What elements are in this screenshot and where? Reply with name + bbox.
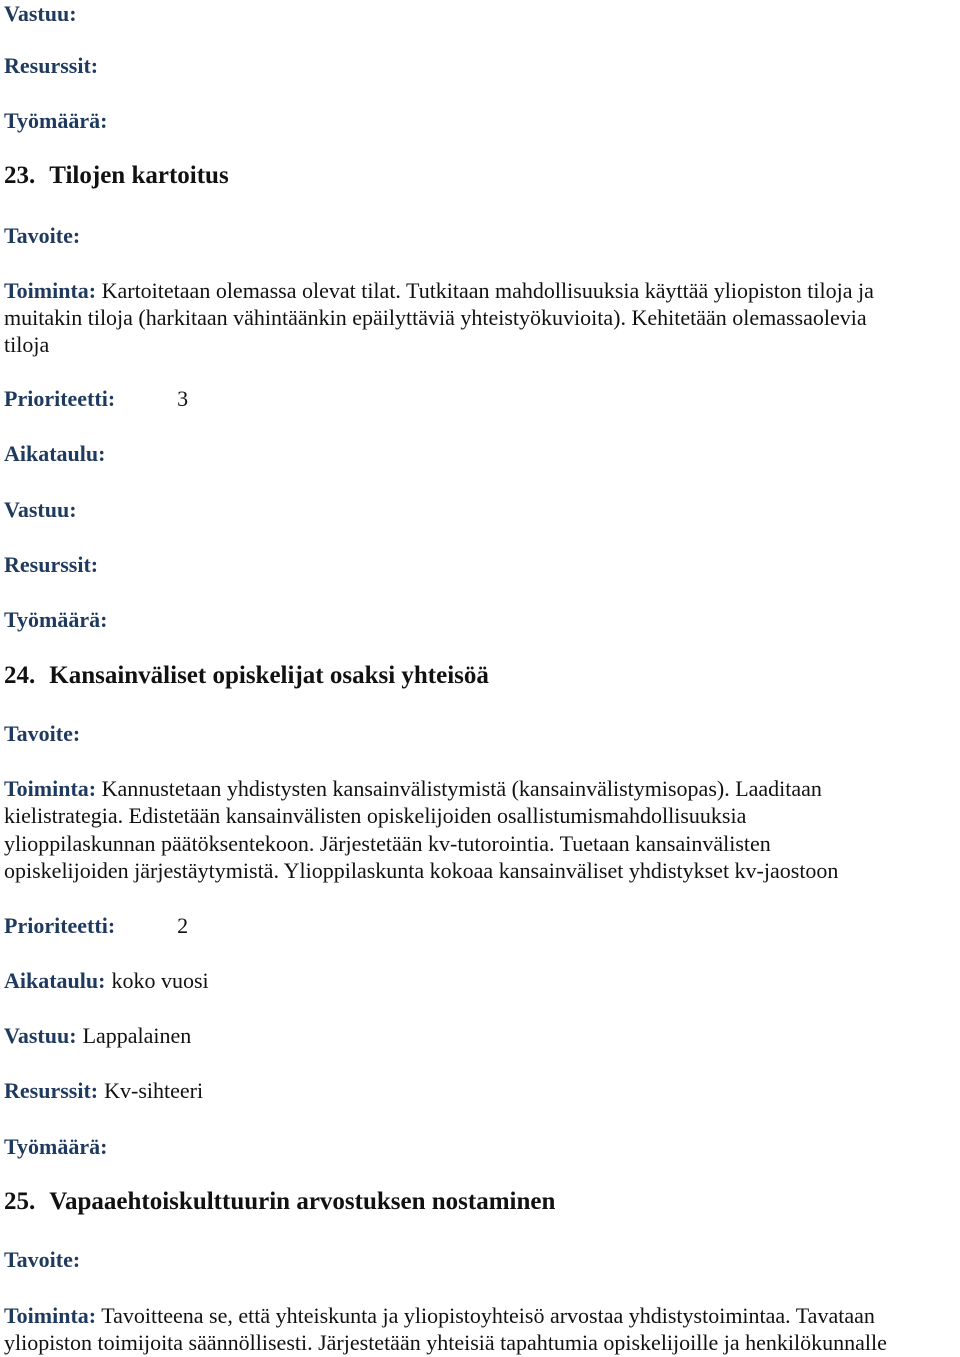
toiminta-text: Kartoitetaan olemassa olevat tilat. Tutkitaan mahdollisuuksia käyttää yliopiston tiloja ja — [101, 278, 874, 303]
vastuu-label: Vastuu: — [4, 497, 77, 522]
tyomaara-row-23 — [4, 606, 107, 634]
tavoite-row-24 — [4, 720, 80, 748]
tavoite-row-23 — [4, 222, 80, 250]
section-number: 24. — [4, 662, 36, 689]
section-title: Tilojen kartoitus — [49, 162, 229, 189]
prioriteetti-value: 3 — [177, 386, 189, 411]
toiminta-line-23-1 — [4, 277, 874, 305]
vastuu-label: Vastuu: — [4, 1, 77, 26]
toiminta-label: Toiminta: — [4, 1303, 97, 1328]
tavoite-label: Tavoite: — [4, 721, 81, 746]
aikataulu-label: Aikataulu: — [4, 968, 106, 993]
toiminta-text: opiskelijoiden järjestäytymistä. Ylioppilaskunta kokoaa kansainväliset yhdistykset kv-jaostoon — [4, 858, 839, 883]
tavoite-label: Tavoite: — [4, 223, 81, 248]
toiminta-label: Toiminta: — [4, 776, 97, 801]
prioriteetti-row-23 — [4, 385, 188, 413]
toiminta-label: Toiminta: — [4, 278, 97, 303]
tyomaara-row-24 — [4, 1133, 107, 1161]
prioriteetti-row-24 — [4, 912, 188, 940]
toiminta-text: yliopiston toimijoita säännöllisesti. Järjestetään yhteisiä tapahtumia opiskelijoille ja henkilökunnalle — [4, 1330, 887, 1355]
toiminta-text: Kannustetaan yhdistysten kansainvälistymistä (kansainvälistymisopas). Laaditaan — [101, 776, 822, 801]
tyomaara-label: Työmäärä: — [4, 108, 108, 133]
toiminta-text: muitakin tiloja (harkitaan vähintäänkin epäilyttäviä yhteistyökuvioita). Kehitetään olemassaolevia — [4, 305, 867, 330]
vastuu-value: Lappalainen — [82, 1023, 192, 1048]
aikataulu-label: Aikataulu: — [4, 441, 106, 466]
toiminta-text: kielistrategia. Edistetään kansainvälisten opiskelijoiden osallistumismahdollisuuksia — [4, 803, 747, 828]
tyomaara-label: Työmäärä: — [4, 607, 108, 632]
toiminta-line-25-2 — [4, 1329, 887, 1357]
resurssit-row-top — [4, 52, 98, 80]
toiminta-text: Tavoitteena se, että yhteiskunta ja yliopistoyhteisö arvostaa yhdistystoimintaa. Tavataan — [101, 1303, 875, 1328]
prioriteetti-label: Prioriteetti: — [4, 913, 116, 938]
resurssit-label: Resurssit: — [4, 53, 99, 78]
toiminta-line-24-2 — [4, 802, 746, 830]
toiminta-line-24-4 — [4, 857, 838, 885]
aikataulu-value: koko vuosi — [111, 968, 209, 993]
resurssit-row-24 — [4, 1077, 203, 1105]
tyomaara-row-top — [4, 107, 107, 135]
aikataulu-row-23 — [4, 440, 105, 468]
section-heading-24 — [4, 662, 489, 690]
resurssit-value: Kv-sihteeri — [104, 1078, 204, 1103]
resurssit-label: Resurssit: — [4, 1078, 99, 1103]
tavoite-row-25 — [4, 1246, 80, 1274]
toiminta-line-23-2 — [4, 304, 867, 332]
section-number: 25. — [4, 1188, 36, 1215]
toiminta-line-25-1 — [4, 1302, 875, 1330]
section-heading-25 — [4, 1188, 555, 1216]
aikataulu-row-24 — [4, 967, 209, 995]
prioriteetti-label: Prioriteetti: — [4, 386, 116, 411]
toiminta-line-24-3 — [4, 830, 771, 858]
section-number: 23. — [4, 162, 36, 189]
toiminta-line-23-3 — [4, 331, 49, 359]
section-heading-23 — [4, 162, 229, 190]
vastuu-label: Vastuu: — [4, 1023, 77, 1048]
section-title: Vapaaehtoiskulttuurin arvostuksen nostaminen — [49, 1188, 556, 1215]
vastuu-row-23 — [4, 496, 77, 524]
toiminta-text: ylioppilaskunnan päätöksentekoon. Järjestetään kv-tutorointia. Tuetaan kansainvälisten — [4, 831, 771, 856]
resurssit-label: Resurssit: — [4, 552, 99, 577]
vastuu-row-24 — [4, 1022, 191, 1050]
toiminta-text: tiloja — [4, 332, 50, 357]
vastuu-row-top — [4, 0, 77, 28]
prioriteetti-value: 2 — [177, 913, 189, 938]
resurssit-row-23 — [4, 551, 98, 579]
tyomaara-label: Työmäärä: — [4, 1134, 108, 1159]
toiminta-line-24-1 — [4, 775, 822, 803]
tavoite-label: Tavoite: — [4, 1247, 81, 1272]
section-title: Kansainväliset opiskelijat osaksi yhteisöä — [49, 662, 489, 689]
